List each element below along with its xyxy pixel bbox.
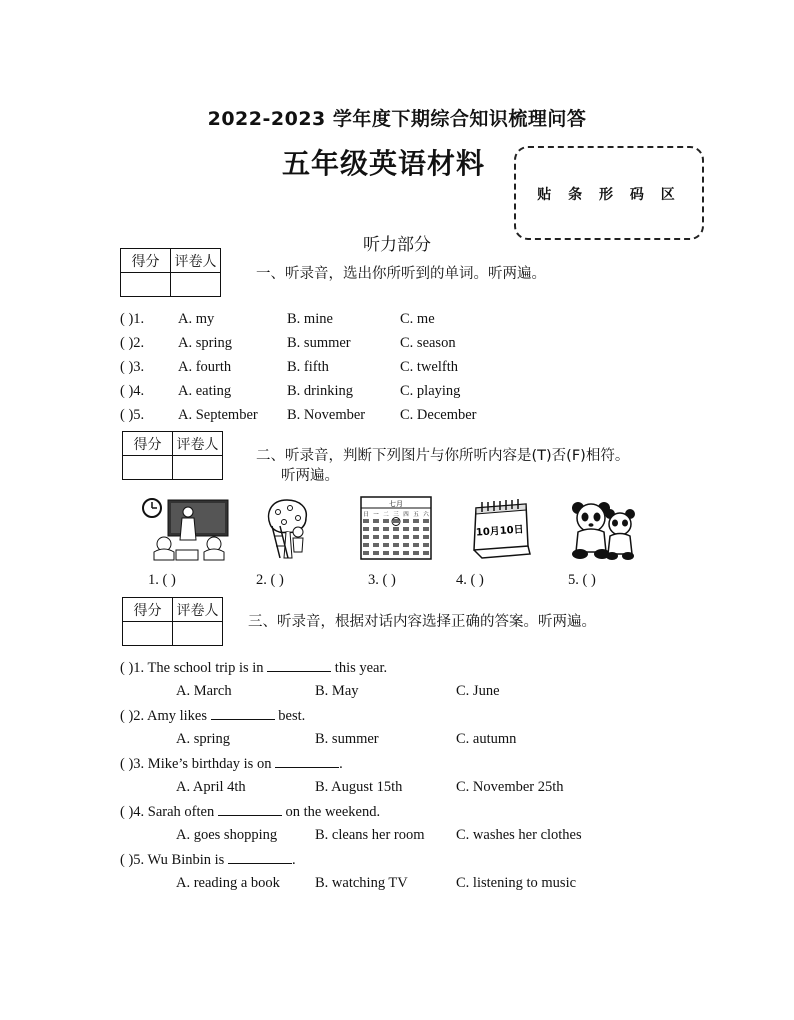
score-label: 得分 [123,432,173,456]
grader-label: 评卷人 [171,249,221,273]
calendar-date-cell [403,519,409,523]
s1-q5-option-c: C. December [400,407,477,423]
s3-q4-stem-end: on the weekend. [285,804,381,820]
listening-part-heading: 听力部分 [363,235,431,255]
calendar-date-cell [383,535,389,539]
s2-answer-1[interactable]: 1. ( ) [148,572,176,588]
s1-q2-number[interactable]: ( )2. [120,335,145,351]
calendar-date-cell [413,535,419,539]
s3-q2-stem-start: Amy likes [147,708,208,724]
s3-q4-option-b: B. cleans her room [315,827,425,843]
s3-q2-option-b: B. summer [315,731,379,747]
score-label: 得分 [123,598,173,622]
desk-calendar-date: 10月10日 [475,524,525,539]
calendar-month: 七月 [389,500,403,508]
weekday-label: 日 [363,512,369,518]
calendar-date-cell [423,551,429,555]
s3-q3-stem-end: . [339,756,343,772]
calendar-date-cell [383,527,389,531]
s3-q5-stem-end: . [291,852,296,868]
s3-q5-blank [228,849,292,864]
s3-q5-row [120,849,296,870]
calendar-date-cell [413,527,419,531]
section1-heading: 一、听录音，选出你所听到的单词。听两遍。 [256,266,546,282]
s3-q3-stem-start: Mike’s birthday is on [147,756,272,772]
calendar-date-cell [393,519,399,523]
score-table-1 [120,248,221,297]
calendar-date-cell [383,551,389,555]
s3-q3-blank [275,753,339,768]
s1-q4-option-c: C. playing [400,383,461,399]
s3-q1-stem-end: this year. [334,660,388,676]
barcode-area [514,146,704,240]
calendar-date-cell [363,527,369,531]
calendar-date-cell [413,551,419,555]
s2-answer-4[interactable]: 4. ( ) [456,572,484,588]
s3-q2-stem-end: best. [278,708,306,724]
weekday-label: 三 [393,512,399,518]
s3-q1-option-a: A. March [176,683,232,699]
s2-answer-2[interactable]: 2. ( ) [256,572,284,588]
s3-q5-option-a: A. reading a book [176,875,280,891]
s3-q4-option-c: C. washes her clothes [456,827,582,843]
calendar-date-cell [393,551,399,555]
s1-q4-number[interactable]: ( )4. [120,383,145,399]
s3-q2-option-a: A. spring [176,731,230,747]
calendar-date-cell [423,519,429,523]
calendar-date-cell [373,543,379,547]
s3-q5-number[interactable]: ( )5. [120,852,145,868]
s2-answer-3[interactable]: 3. ( ) [368,572,396,588]
page-title: 2022-2023 学年度下期综合知识梳理问答 [207,108,587,130]
calendar-date-cell [373,551,379,555]
score-label: 得分 [121,249,171,273]
calendar-date-cell [413,519,419,523]
calendar-date-cell [393,527,399,531]
s1-q1-option-a: A. my [178,311,215,327]
s3-q3-option-c: C. November 25th [456,779,564,795]
s3-q3-option-b: B. August 15th [315,779,403,795]
s1-q1-option-b: B. mine [287,311,333,327]
s3-q1-number[interactable]: ( )1. [120,660,145,676]
s1-q4-option-a: A. eating [178,383,232,399]
score-table-3 [122,597,223,646]
s1-q2-option-c: C. season [400,335,456,351]
score-cell[interactable] [123,456,173,480]
calendar-date-cell [423,535,429,539]
s1-q5-number[interactable]: ( )5. [120,407,145,423]
section2-heading-line1: 二、听录音，判断下列图片与你所听内容是(T)否(F)相符。 [256,448,630,464]
s3-q3-row [120,753,343,774]
s3-q3-option-a: A. April 4th [176,779,246,795]
s1-q3-option-a: A. fourth [178,359,232,375]
score-table-2 [122,431,223,480]
weekday-label: 四 [403,512,409,518]
s3-q2-blank [211,705,275,720]
grader-cell[interactable] [171,273,221,297]
calendar-date-cell [403,527,409,531]
calendar-date-cell [393,535,399,539]
calendar-date-cell [363,519,369,523]
s3-q4-blank [218,801,282,816]
calendar-date-cell [383,519,389,523]
calendar-date-cell [423,527,429,531]
s3-q2-option-c: C. autumn [456,731,517,747]
s1-q2-option-b: B. summer [287,335,351,351]
s1-q3-number[interactable]: ( )3. [120,359,145,375]
grader-cell[interactable] [173,456,223,480]
section3-heading: 三、听录音，根据对话内容选择正确的答案。听两遍。 [248,614,596,630]
calendar-picture [360,496,432,562]
desk-calendar-picture [470,496,532,562]
calendar-date-cell [373,519,379,523]
calendar-date-cell [403,543,409,547]
barcode-label: 贴 条 形 码 区 [537,187,681,203]
s1-q5-option-a: A. September [178,407,258,423]
calendar-date-cell [373,535,379,539]
s3-q5-stem-start: Wu Binbin is [147,852,225,868]
s3-q1-stem-start: The school trip is in [147,660,264,676]
weekday-label: 五 [413,512,419,518]
calendar-date-cell [393,543,399,547]
s1-q3-option-c: C. twelfth [400,359,458,375]
s3-q4-row [120,801,380,822]
weekday-label: 六 [423,512,429,518]
s3-q1-row [120,657,387,678]
s1-q1-option-c: C. me [400,311,435,327]
grader-label: 评卷人 [173,432,223,456]
s1-q2-option-a: A. spring [178,335,232,351]
s3-q2-row [120,705,305,726]
s3-q4-stem-start: Sarah often [147,804,215,820]
s3-q1-option-c: C. June [456,683,500,699]
s2-answer-5[interactable]: 5. ( ) [568,572,596,588]
s3-q1-blank [267,657,331,672]
s3-q4-option-a: A. goes shopping [176,827,278,843]
calendar-date-cell [373,527,379,531]
calendar-date-cell [403,551,409,555]
calendar-date-cell [363,551,369,555]
calendar-date-cell [413,543,419,547]
s3-q5-option-c: C. listening to music [456,875,577,891]
s1-q3-option-b: B. fifth [287,359,329,375]
score-cell[interactable] [123,622,173,646]
grader-label: 评卷人 [173,598,223,622]
weekday-label: 一 [373,512,379,518]
calendar-date-cell [363,543,369,547]
calendar-date-cell [403,535,409,539]
classroom-picture [140,496,232,562]
section2-heading-line2: 听两遍。 [281,468,339,484]
s1-q5-option-b: B. November [287,407,366,423]
s1-q4-option-b: B. drinking [287,383,354,399]
s1-q1-number[interactable]: ( )1. [120,311,145,327]
subject-title: 五年级英语材料 [282,147,486,180]
s3-q2-number[interactable]: ( )2. [120,708,145,724]
weekday-label: 二 [383,512,389,518]
s3-q3-number[interactable]: ( )3. [120,756,145,772]
calendar-date-cell [423,543,429,547]
grader-cell[interactable] [173,622,223,646]
s3-q5-option-b: B. watching TV [315,875,408,891]
s3-q4-number[interactable]: ( )4. [120,804,145,820]
panda-toys-picture [570,496,636,562]
score-cell[interactable] [121,273,171,297]
calendar-date-cell [363,535,369,539]
calendar-date-cell [383,543,389,547]
s3-q1-option-b: B. May [315,683,359,699]
apple-picking-picture [262,496,312,562]
